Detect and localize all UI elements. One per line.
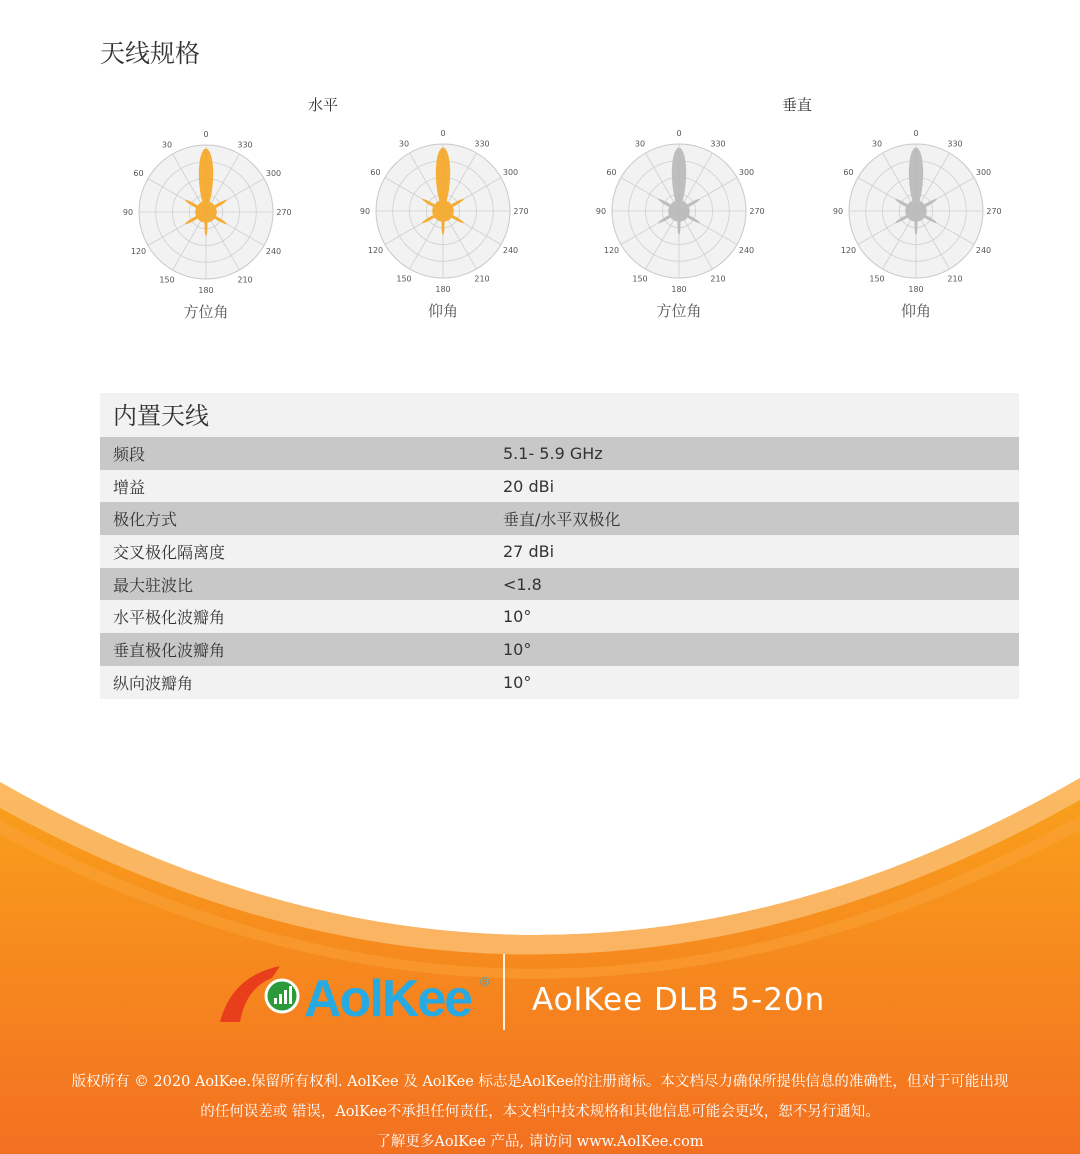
angle-label: 330 bbox=[947, 139, 963, 149]
polar-svg bbox=[832, 127, 1002, 294]
row-key: 最大驻波比 bbox=[113, 575, 194, 595]
angle-label: 180 bbox=[435, 285, 451, 294]
angle-label: 120 bbox=[840, 246, 857, 255]
angle-label: 150 bbox=[869, 274, 885, 284]
row-value: 5.1- 5.9 GHz bbox=[503, 443, 603, 463]
section-title: 天线规格 bbox=[100, 39, 201, 68]
chart-caption-elevation: 仰角 bbox=[427, 302, 458, 320]
angle-label: 300 bbox=[502, 168, 519, 177]
spec-table bbox=[100, 393, 1019, 699]
vertical-label: 垂直 bbox=[782, 96, 813, 114]
table-row bbox=[100, 535, 1019, 568]
chart-caption-elevation: 仰角 bbox=[900, 302, 931, 320]
registered-mark: ® bbox=[480, 974, 490, 989]
angle-label: 90 bbox=[595, 207, 607, 216]
row-key: 增益 bbox=[113, 477, 146, 497]
table-row bbox=[100, 437, 1019, 470]
angle-label: 30 bbox=[398, 139, 410, 149]
angle-label: 300 bbox=[265, 169, 282, 178]
polar-svg bbox=[359, 127, 529, 294]
row-key: 交叉极化隔离度 bbox=[113, 542, 226, 562]
angle-label: 180 bbox=[198, 286, 214, 295]
angle-label: 30 bbox=[871, 139, 883, 149]
angle-label: 240 bbox=[738, 246, 755, 255]
angle-label: 240 bbox=[502, 246, 519, 255]
legal-text-line3: 了解更多AolKee 产品, 请访问 www.AolKee.com bbox=[376, 1134, 704, 1150]
logo-text: AolKee bbox=[304, 970, 472, 1024]
angle-label: 210 bbox=[710, 274, 726, 284]
angle-label: 330 bbox=[710, 139, 726, 149]
angle-label: 210 bbox=[474, 274, 490, 284]
aolkee-logo bbox=[218, 962, 498, 1024]
angle-label: 180 bbox=[908, 285, 924, 294]
angle-label: 150 bbox=[632, 274, 648, 284]
angle-label: 240 bbox=[265, 247, 282, 256]
angle-label: 0 bbox=[913, 129, 919, 138]
angle-label: 30 bbox=[634, 139, 646, 149]
row-value: 20 dBi bbox=[503, 476, 555, 496]
polar-chart-horizontal-elevation bbox=[359, 127, 529, 294]
angle-label: 60 bbox=[606, 168, 617, 177]
table-row bbox=[100, 633, 1019, 666]
table-row bbox=[100, 502, 1019, 535]
angle-label: 30 bbox=[161, 140, 173, 150]
angle-label: 0 bbox=[203, 130, 209, 139]
chart-caption-azimuth: 方位角 bbox=[656, 302, 702, 320]
angle-label: 150 bbox=[396, 274, 412, 284]
angle-label: 270 bbox=[986, 207, 1002, 216]
angle-label: 270 bbox=[276, 208, 292, 217]
row-key: 纵向波瓣角 bbox=[113, 673, 194, 693]
angle-label: 330 bbox=[474, 139, 490, 149]
row-key: 频段 bbox=[113, 444, 146, 464]
angle-label: 120 bbox=[367, 246, 384, 255]
angle-label: 270 bbox=[513, 207, 529, 216]
angle-label: 330 bbox=[237, 140, 253, 150]
row-key: 垂直极化波瓣角 bbox=[113, 640, 226, 660]
angle-label: 60 bbox=[133, 169, 144, 178]
angle-label: 240 bbox=[975, 246, 992, 255]
table-row bbox=[100, 568, 1019, 601]
legal-text-line2: 的任何误差或 错误，AolKee不承担任何责任，本文档中技术规格和其他信息可能会更改，恕不另行通知。 bbox=[200, 1104, 880, 1120]
angle-label: 270 bbox=[749, 207, 765, 216]
table-row bbox=[100, 470, 1019, 503]
angle-label: 90 bbox=[832, 207, 844, 216]
row-key: 水平极化波瓣角 bbox=[113, 608, 226, 628]
row-value: 27 dBi bbox=[503, 541, 555, 561]
angle-label: 300 bbox=[738, 168, 755, 177]
angle-label: 150 bbox=[159, 275, 175, 285]
table-row bbox=[100, 666, 1019, 699]
row-value: 10° bbox=[503, 672, 532, 692]
angle-label: 0 bbox=[440, 129, 446, 138]
polar-chart-horizontal-azimuth bbox=[122, 128, 292, 295]
footer-banner bbox=[0, 760, 1080, 1154]
row-value: 10° bbox=[503, 607, 532, 627]
table-title: 内置天线 bbox=[100, 393, 1019, 437]
row-value: <1.8 bbox=[503, 574, 542, 594]
row-value: 垂直/水平双极化 bbox=[503, 510, 621, 530]
legal-text-line1: 版权所有 © 2020 AolKee.保留所有权利. AolKee 及 AolKee 标志是AolKee的注册商标。本文档尽力确保所提供信息的准确性，但对于可能出现 bbox=[71, 1074, 1009, 1090]
angle-label: 180 bbox=[671, 285, 687, 294]
product-model: AolKee DLB 5-20n bbox=[532, 982, 826, 1018]
angle-label: 90 bbox=[359, 207, 371, 216]
logo-divider bbox=[503, 954, 505, 1030]
angle-label: 300 bbox=[975, 168, 992, 177]
angle-label: 210 bbox=[947, 274, 963, 284]
row-value: 10° bbox=[503, 639, 532, 659]
polar-chart-vertical-azimuth bbox=[595, 127, 765, 294]
footer-wave-background bbox=[0, 760, 1080, 1154]
angle-label: 120 bbox=[603, 246, 620, 255]
angle-label: 210 bbox=[237, 275, 253, 285]
angle-label: 60 bbox=[843, 168, 854, 177]
angle-label: 120 bbox=[130, 247, 147, 256]
angle-label: 60 bbox=[370, 168, 381, 177]
row-key: 极化方式 bbox=[113, 510, 178, 530]
table-row bbox=[100, 600, 1019, 633]
horizontal-label: 水平 bbox=[308, 96, 339, 114]
angle-label: 0 bbox=[676, 129, 682, 138]
polar-svg bbox=[122, 128, 292, 295]
polar-svg bbox=[595, 127, 765, 294]
chart-caption-azimuth: 方位角 bbox=[183, 303, 229, 321]
polar-chart-vertical-elevation bbox=[832, 127, 1002, 294]
angle-label: 90 bbox=[122, 208, 134, 217]
